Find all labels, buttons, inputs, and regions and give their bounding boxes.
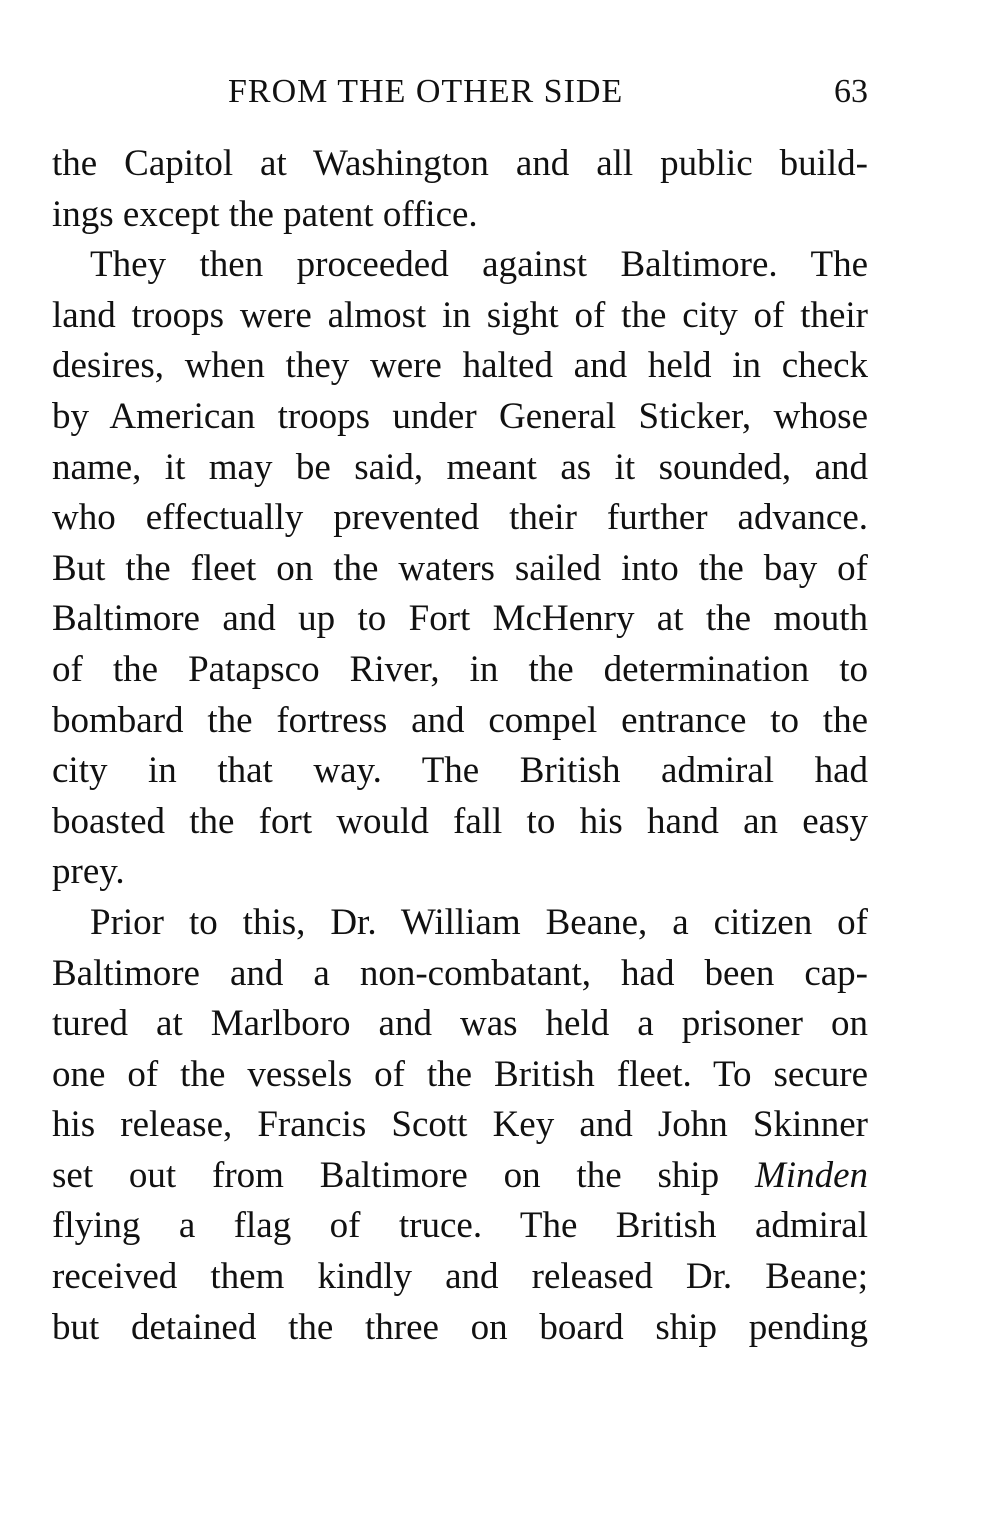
- text-line: but detained the three on board ship pending: [52, 1306, 868, 1348]
- page-header: [52, 70, 868, 114]
- text-line: name, it may be said, meant as it sounded, and: [52, 446, 868, 488]
- text-line: tured at Marlboro and was held a prisoner on: [52, 1003, 868, 1045]
- text-line: They then proceeded against Baltimore. The: [90, 244, 868, 286]
- text-line: one of the vessels of the British fleet. To secure: [52, 1053, 868, 1095]
- text-line: bombard the fortress and compel entrance to the: [52, 699, 868, 741]
- text-line: desires, when they were halted and held in check: [52, 345, 868, 387]
- page-number: 63: [834, 73, 868, 110]
- text-line: But the fleet on the waters sailed into the bay of: [52, 547, 868, 589]
- text-line: ings except the patent office.: [52, 193, 478, 235]
- text-line: city in that way. The British admiral had: [52, 750, 868, 792]
- text-line: received them kindly and released Dr. Beane;: [52, 1256, 868, 1298]
- text-line: by American troops under General Sticker, whose: [52, 395, 868, 437]
- text-line: of the Patapsco River, in the determination to: [52, 648, 868, 690]
- body-text: [52, 139, 868, 1353]
- text-line: Baltimore and up to Fort McHenry at the mouth: [52, 598, 868, 640]
- text-line: who effectually prevented their further advance.: [52, 497, 868, 539]
- text-line: Baltimore and a non-combatant, had been cap-: [52, 952, 868, 994]
- text-line: [52, 1151, 868, 1202]
- text-line: flying a flag of truce. The British admiral: [52, 1205, 868, 1247]
- ship-name: Minden: [754, 1154, 869, 1196]
- text-line: land troops were almost in sight of the city of their: [52, 294, 868, 336]
- text-line: Prior to this, Dr. William Beane, a citizen of: [90, 901, 868, 943]
- text-line-segment: set out from Baltimore on the ship: [52, 1154, 720, 1196]
- text-line: the Capitol at Washington and all public build-: [52, 143, 868, 184]
- running-head: FROM THE OTHER SIDE: [228, 73, 624, 110]
- text-line: prey.: [52, 851, 125, 893]
- text-line: his release, Francis Scott Key and John Skinner: [52, 1104, 868, 1146]
- text-line: boasted the fort would fall to his hand an easy: [52, 800, 868, 842]
